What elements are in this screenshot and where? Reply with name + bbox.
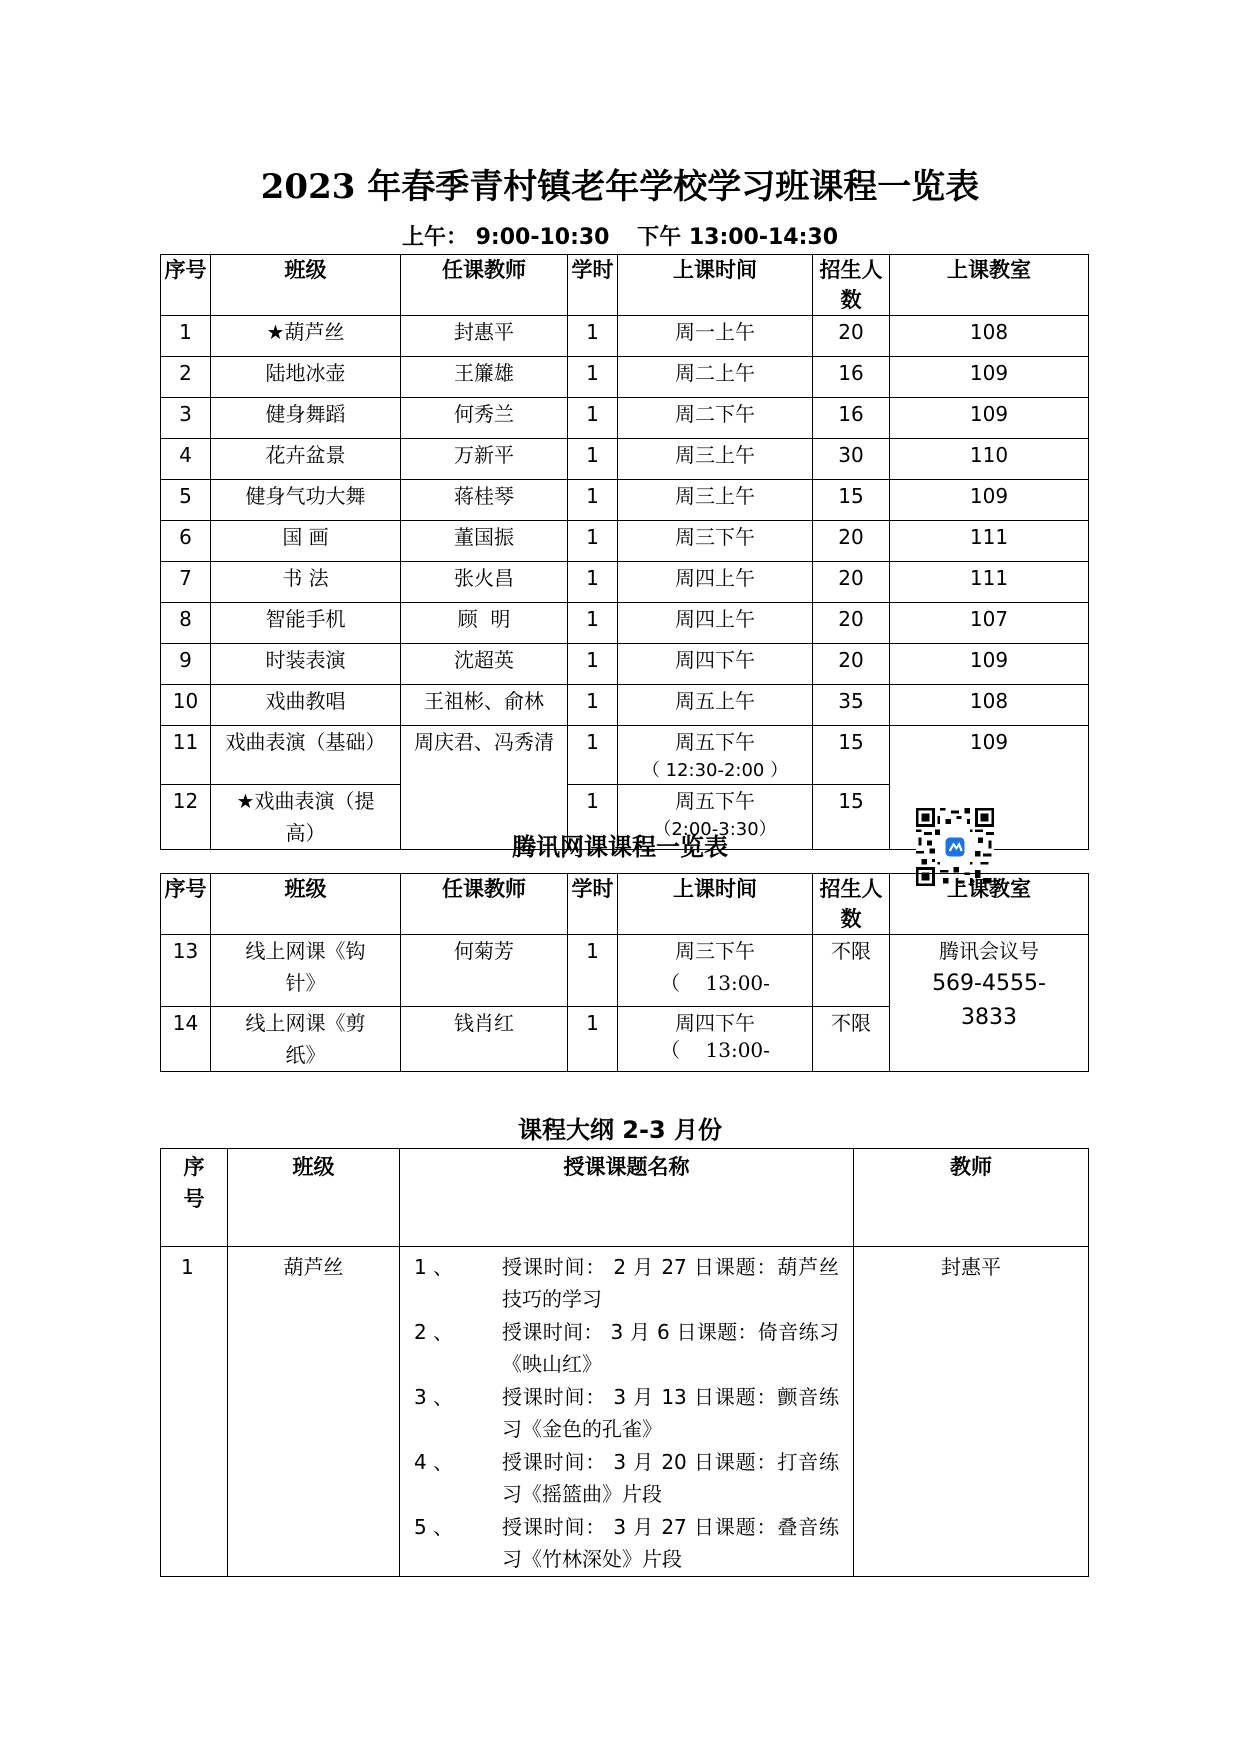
list-item bbox=[400, 1381, 853, 1445]
cell-hours: 1 bbox=[568, 521, 618, 562]
course-table bbox=[160, 254, 1089, 850]
list-item bbox=[400, 1511, 853, 1575]
cell-class: 葫芦丝 bbox=[228, 1247, 400, 1577]
header-no: 序号 bbox=[161, 874, 211, 935]
cell-class: 国 画 bbox=[211, 521, 401, 562]
table-row bbox=[161, 357, 1089, 398]
cell-teacher: 封惠平 bbox=[401, 316, 568, 357]
cell-no: 7 bbox=[161, 562, 211, 603]
cell-no: 8 bbox=[161, 603, 211, 644]
syllabus-table bbox=[160, 1148, 1089, 1577]
cell-class: 健身气功大舞 bbox=[211, 480, 401, 521]
header-room: 上课教室 bbox=[890, 874, 1089, 935]
cell-hours: 1 bbox=[568, 685, 618, 726]
header-room: 上课教室 bbox=[890, 255, 1089, 316]
time-day: 周五下午 bbox=[675, 789, 755, 813]
cell-class: 戏曲教唱 bbox=[211, 685, 401, 726]
lesson-text: 授课时间： 3 月 13 日课题：颤音练习《金色的孔雀》 bbox=[502, 1385, 839, 1441]
cell-hours: 1 bbox=[568, 603, 618, 644]
lesson-text: 授课时间： 2 月 27 日课题：葫芦丝技巧的学习 bbox=[502, 1255, 839, 1311]
table-row bbox=[161, 603, 1089, 644]
cell-teacher: 沈超英 bbox=[401, 644, 568, 685]
cell-room: 111 bbox=[890, 562, 1089, 603]
cell-time bbox=[618, 935, 813, 1007]
time-range: （ 13:00- bbox=[660, 1038, 770, 1062]
time-day: 周五下午 bbox=[675, 730, 755, 754]
header-class: 班级 bbox=[211, 255, 401, 316]
lesson-number: 3 、 bbox=[414, 1385, 454, 1409]
cell-room: 109 bbox=[890, 644, 1089, 685]
cell-time: 周三上午 bbox=[618, 439, 813, 480]
table-row bbox=[161, 726, 1089, 785]
cell-no: 12 bbox=[161, 785, 211, 850]
lesson-number: 4 、 bbox=[414, 1450, 454, 1474]
cell-teacher: 钱肖红 bbox=[401, 1007, 568, 1072]
table-row bbox=[161, 480, 1089, 521]
cell-teacher: 董国振 bbox=[401, 521, 568, 562]
cell-quota: 15 bbox=[813, 785, 890, 850]
cell-time: 周二上午 bbox=[618, 357, 813, 398]
cell-no: 14 bbox=[161, 1007, 211, 1072]
header-hours: 学时 bbox=[568, 874, 618, 935]
cell-quota: 20 bbox=[813, 644, 890, 685]
cell-room: 108 bbox=[890, 316, 1089, 357]
cell-teacher: 封惠平 bbox=[854, 1247, 1089, 1577]
cell-hours: 1 bbox=[568, 357, 618, 398]
time-day: 周三下午 bbox=[675, 939, 755, 963]
cell-quota: 15 bbox=[813, 726, 890, 785]
cell-time: 周一上午 bbox=[618, 316, 813, 357]
cell-no: 5 bbox=[161, 480, 211, 521]
cell-room: 107 bbox=[890, 603, 1089, 644]
cell-lessons bbox=[400, 1247, 854, 1577]
cell-quota: 20 bbox=[813, 603, 890, 644]
header-hours: 学时 bbox=[568, 255, 618, 316]
cell-teacher: 王祖彬、俞林 bbox=[401, 685, 568, 726]
meeting-id[interactable]: 569-4555-3833 bbox=[932, 971, 1046, 1030]
cell-room: 111 bbox=[890, 521, 1089, 562]
table-row bbox=[161, 644, 1089, 685]
cell-hours: 1 bbox=[568, 785, 618, 850]
syllabus-header bbox=[161, 1149, 1089, 1247]
cell-room: 108 bbox=[890, 685, 1089, 726]
page-title: 2023 年春季青村镇老年学校学习班课程一览表 bbox=[260, 167, 980, 207]
online-table-title: 腾讯网课课程一览表 bbox=[512, 833, 728, 861]
lesson-text: 授课时间： 3 月 27 日课题：叠音练习《竹林深处》片段 bbox=[502, 1515, 839, 1571]
cell-time: 周三上午 bbox=[618, 480, 813, 521]
cell-class: 陆地冰壶 bbox=[211, 357, 401, 398]
cell-teacher: 顾 明 bbox=[401, 603, 568, 644]
header-quota: 招生人数 bbox=[813, 255, 890, 316]
lesson-number: 2 、 bbox=[414, 1320, 454, 1344]
cell-quota: 不限 bbox=[813, 935, 890, 1007]
meeting-label: 腾讯会议号 bbox=[939, 939, 1039, 963]
syllabus-title: 课程大纲 2-3 月份 bbox=[517, 1116, 723, 1144]
cell-time: 周三下午 bbox=[618, 521, 813, 562]
cell-no: 3 bbox=[161, 398, 211, 439]
cell-quota: 15 bbox=[813, 480, 890, 521]
online-course-table bbox=[160, 873, 1089, 1072]
cell-teacher: 蒋桂琴 bbox=[401, 480, 568, 521]
cell-teacher: 何秀兰 bbox=[401, 398, 568, 439]
cell-class: 线上网课《钩针》 bbox=[211, 935, 401, 1007]
cell-hours: 1 bbox=[568, 439, 618, 480]
class-times bbox=[0, 222, 1240, 254]
table-row bbox=[161, 562, 1089, 603]
cell-no: 13 bbox=[161, 935, 211, 1007]
cell-hours: 1 bbox=[568, 935, 618, 1007]
cell-hours: 1 bbox=[568, 726, 618, 785]
cell-time bbox=[618, 1007, 813, 1072]
cell-time: 周四上午 bbox=[618, 603, 813, 644]
cell-hours: 1 bbox=[568, 562, 618, 603]
list-item bbox=[400, 1316, 853, 1380]
cell-no: 6 bbox=[161, 521, 211, 562]
online-table-header bbox=[161, 874, 1089, 935]
header-topic: 授课课题名称 bbox=[400, 1149, 854, 1247]
lesson-text: 授课时间： 3 月 20 日课题：打音练习《摇篮曲》片段 bbox=[502, 1450, 839, 1506]
cell-quota: 不限 bbox=[813, 1007, 890, 1072]
cell-quota: 16 bbox=[813, 398, 890, 439]
header-teacher: 任课教师 bbox=[401, 255, 568, 316]
header-no: 序号 bbox=[161, 255, 211, 316]
cell-hours: 1 bbox=[568, 644, 618, 685]
table-row bbox=[161, 316, 1089, 357]
cell-no: 1 bbox=[161, 316, 211, 357]
cell-no: 2 bbox=[161, 357, 211, 398]
afternoon-time: 下午 13:00-14:30 bbox=[637, 225, 839, 250]
cell-class: 智能手机 bbox=[211, 603, 401, 644]
time-range: （ 13:00- bbox=[660, 971, 770, 995]
header-quota: 招生人数 bbox=[813, 874, 890, 935]
header-time: 上课时间 bbox=[618, 255, 813, 316]
header-teacher: 教师 bbox=[854, 1149, 1089, 1247]
morning-time: 上午： 9:00-10:30 bbox=[401, 225, 610, 250]
cell-room-meeting bbox=[890, 935, 1089, 1072]
table-row bbox=[161, 439, 1089, 480]
cell-time: 周五上午 bbox=[618, 685, 813, 726]
cell-quota: 30 bbox=[813, 439, 890, 480]
cell-no: 1 bbox=[161, 1247, 228, 1577]
cell-teacher: 王簾雄 bbox=[401, 357, 568, 398]
header-no: 序号 bbox=[161, 1149, 228, 1247]
cell-class: 健身舞蹈 bbox=[211, 398, 401, 439]
cell-class: 花卉盆景 bbox=[211, 439, 401, 480]
cell-teacher: 张火昌 bbox=[401, 562, 568, 603]
cell-quota: 20 bbox=[813, 521, 890, 562]
table-row bbox=[161, 685, 1089, 726]
lesson-number: 5 、 bbox=[414, 1515, 454, 1539]
header-class: 班级 bbox=[228, 1149, 400, 1247]
cell-class: 时装表演 bbox=[211, 644, 401, 685]
cell-room: 109 bbox=[890, 398, 1089, 439]
table-row bbox=[161, 1247, 1089, 1577]
cell-no: 9 bbox=[161, 644, 211, 685]
cell-room: 109 bbox=[890, 357, 1089, 398]
cell-time: 周四上午 bbox=[618, 562, 813, 603]
cell-hours: 1 bbox=[568, 480, 618, 521]
cell-no: 10 bbox=[161, 685, 211, 726]
cell-time: 周二下午 bbox=[618, 398, 813, 439]
cell-teacher: 万新平 bbox=[401, 439, 568, 480]
table-row bbox=[161, 398, 1089, 439]
cell-class: 书 法 bbox=[211, 562, 401, 603]
cell-class: ★戏曲表演（提高） bbox=[211, 785, 401, 850]
cell-room-shared: 109 bbox=[890, 726, 1089, 850]
cell-class: 戏曲表演（基础） bbox=[211, 726, 401, 785]
cell-class: 线上网课《剪纸》 bbox=[211, 1007, 401, 1072]
cell-no: 4 bbox=[161, 439, 211, 480]
cell-class: ★葫芦丝 bbox=[211, 316, 401, 357]
list-item bbox=[400, 1446, 853, 1510]
cell-room: 110 bbox=[890, 439, 1089, 480]
lesson-text: 授课时间： 3 月 6 日课题：倚音练习《映山红》 bbox=[502, 1320, 839, 1376]
lesson-number: 1 、 bbox=[414, 1255, 454, 1279]
table-row bbox=[161, 521, 1089, 562]
cell-time bbox=[618, 726, 813, 785]
cell-room: 109 bbox=[890, 480, 1089, 521]
header-class: 班级 bbox=[211, 874, 401, 935]
cell-hours: 1 bbox=[568, 398, 618, 439]
list-item bbox=[400, 1251, 853, 1315]
table-row bbox=[161, 935, 1089, 1007]
time-range: （ 12:30-2:00 ） bbox=[641, 760, 789, 781]
cell-hours: 1 bbox=[568, 316, 618, 357]
cell-quota: 16 bbox=[813, 357, 890, 398]
cell-quota: 20 bbox=[813, 562, 890, 603]
cell-time: 周四下午 bbox=[618, 644, 813, 685]
cell-hours: 1 bbox=[568, 1007, 618, 1072]
cell-teacher: 何菊芳 bbox=[401, 935, 568, 1007]
time-range: （2:00-3:30） bbox=[653, 819, 777, 840]
cell-teacher-shared: 周庆君、冯秀清 bbox=[401, 726, 568, 850]
cell-no: 11 bbox=[161, 726, 211, 785]
time-day: 周四下午 bbox=[675, 1011, 755, 1035]
cell-quota: 35 bbox=[813, 685, 890, 726]
cell-quota: 20 bbox=[813, 316, 890, 357]
course-table-header bbox=[161, 255, 1089, 316]
header-teacher: 任课教师 bbox=[401, 874, 568, 935]
header-time: 上课时间 bbox=[618, 874, 813, 935]
